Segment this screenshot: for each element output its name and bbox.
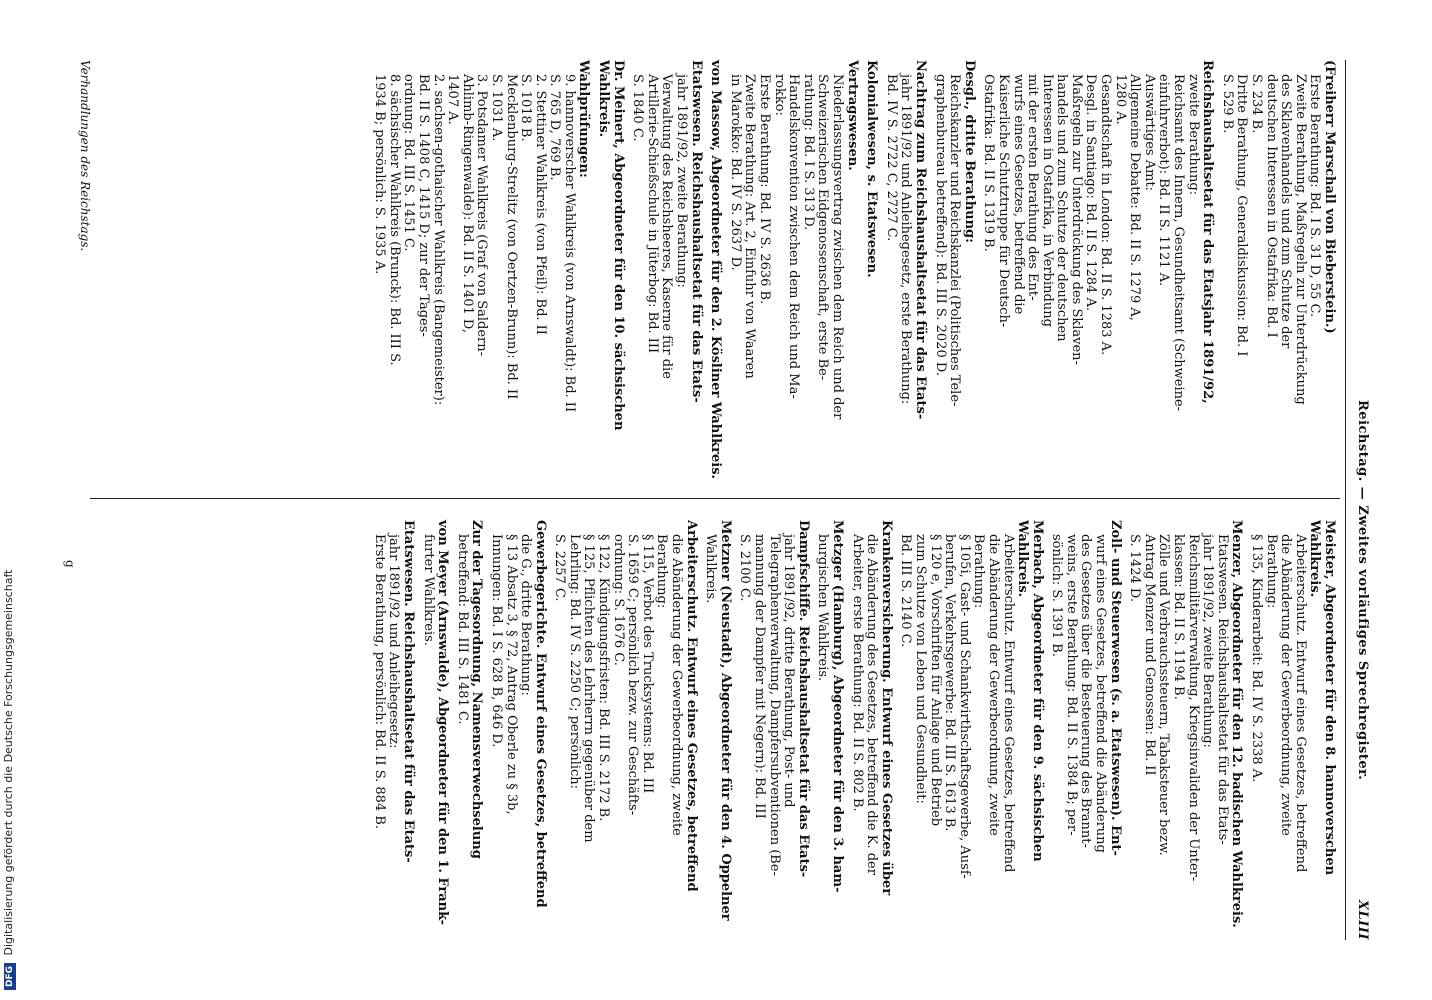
- entry-line: wurf eines Gesetzes, betreffend die Abänderung: [1093, 534, 1109, 853]
- entry-line: Antrag Menzer und Genossen: Bd. II: [1141, 534, 1157, 776]
- register-entry: [864, 60, 879, 480]
- entry-heading: Vertragswesen.: [844, 60, 860, 171]
- entry-line: § 120 e, Vorschriften für Anlage und Betrieb: [927, 534, 943, 827]
- entry-line: Berathung:: [1263, 534, 1279, 609]
- entry-line: jahr 1891/92, dritte Berathung, Post- und: [781, 534, 797, 808]
- register-entry: [371, 520, 415, 940]
- entry-line: Handelskonvention zwischen dem Reich und Ma-: [786, 74, 802, 399]
- entry-line: Mecklenburg-Strelitz (von Oertzen-Brunn): Bd. II: [503, 74, 519, 400]
- entry-line: § 115, Verbot des Trucksystems: Bd. III: [639, 534, 655, 794]
- entry-line: klassen: Bd. II S. 1194 B.: [1171, 534, 1187, 700]
- entry-line: einfuhrverbot): Bd. II S. 1121 A.: [1156, 74, 1172, 287]
- entry-line: Kaiserliche Schutztruppe für Deutsch-: [995, 74, 1011, 328]
- register-entry: [737, 520, 810, 940]
- entry-line: S. 1031 A.: [488, 74, 504, 142]
- entry-line: Zweite Berathung, Maßregeln zur Unterdrückung: [1292, 74, 1308, 405]
- entry-line: § 105i, Gast- und Schankwirthschaftsgewerbe, Ausf-: [956, 534, 972, 879]
- register-entry: [372, 60, 591, 480]
- register-entry: [815, 520, 844, 940]
- signature-mark: g: [63, 560, 77, 568]
- entry-line: berufen, Verkehrsgewerbe: Bd. III S. 1613 B.: [942, 534, 958, 832]
- entry-heading: Etatswesen. Reichshaushaltsetat für das Etats-: [688, 60, 704, 403]
- entry-line: des Sklavenhandels und zum Schutze der: [1278, 74, 1294, 349]
- entry-line: Innungen: Bd. I S. 628 B, 646 D.: [488, 534, 504, 748]
- entry-line: in Marokko: Bd. IV S. 2637 D.: [727, 74, 743, 271]
- entry-line: Artillerie-Schießschule in Jüterbog: Bd. III: [644, 74, 660, 354]
- entry-heading: von Massow, Abgeordneter für den 2. Kösliner Wahlkreis.: [708, 60, 724, 480]
- entry-line: 1934 B; persönlich: S. 1935 A.: [372, 74, 388, 275]
- entry-heading: Metzner (Neustadt), Abgeordneter für den 4. Oppelner: [717, 520, 733, 921]
- register-entry: [849, 520, 893, 940]
- entry-line: 2. sachsen-gothaischer Wahlkreis (Bangemeister):: [430, 74, 446, 406]
- register-entry: [420, 520, 449, 940]
- entry-line: Bd. IV S. 2722 C, 2727 C.: [883, 74, 899, 242]
- entry-heading: Etatswesen. Reichshaushaltsetat für das Etats-: [400, 520, 416, 863]
- entry-line: Lehrling: Bd. IV S. 2250 C; persönlich:: [566, 534, 582, 790]
- entry-line: Ahlimb-Ringenwalde): Bd. II S. 1401 D,: [459, 74, 475, 334]
- entry-heading: Merbach, Abgeordneter für den 9. sächsischen Wahlkreis.: [1015, 520, 1045, 862]
- register-entry: [488, 520, 546, 940]
- register-entry: [1127, 520, 1244, 940]
- entry-heading: Zoll- und Steuerwesen (s. a. Etatswesen). Ent-: [1107, 520, 1123, 856]
- entry-line: Arbeiter, erste Berathung: Bd. II S. 802 B.: [849, 534, 865, 812]
- entry-line: die Abänderung der Gewerbeordnung, zweite: [669, 534, 685, 836]
- entry-line: Telegraphenverwaltung, Dampfersubventionen (Be-: [766, 534, 782, 876]
- entry-heading: Desgl., dritte Berathung:: [961, 60, 977, 243]
- register-entry: [552, 520, 698, 940]
- entry-line: jahr 1891/92 und Anleihegesetz, erste Berathung:: [898, 74, 914, 405]
- entry-line: Berathung:: [654, 534, 670, 609]
- entry-heading: Kolonialwesen, s. Etatswesen.: [864, 60, 880, 278]
- entry-line: jahr 1891/92, zweite Berathung:: [674, 74, 690, 288]
- entry-line: S. 2100 C.: [737, 534, 753, 602]
- column-divider: [90, 498, 1340, 499]
- page-header: [1348, 60, 1370, 940]
- entry-line: Interessen in Ostafrika, in Verbindung: [1039, 74, 1055, 327]
- entry-line: des Gesetzes über die Besteuerung des Brannt-: [1078, 534, 1094, 848]
- credit-text: Digitalisierung gefördert durch die Deutsche Forschungsgemeinschaft: [2, 569, 15, 956]
- entry-line: 2. Stettiner Wahlkreis (von Pfeil): Bd. II: [532, 74, 548, 335]
- left-column: [367, 60, 1336, 480]
- entry-line: zum Schutze von Leben und Gesundheit:: [912, 534, 928, 804]
- entry-heading: Meister, Abgeordneter für den 8. hannoverschen Wahlkreis.: [1307, 520, 1337, 876]
- dfg-logo: DFG: [4, 963, 16, 990]
- entry-line: Erste Berathung, persönlich: Bd. II S. 884 B.: [371, 534, 387, 830]
- right-column: [366, 520, 1336, 940]
- header-rule: [1345, 60, 1346, 940]
- entry-line: Berathung:: [971, 534, 987, 609]
- entry-line: Etatswesen. Reichshaushaltsetat für das Etats-: [1214, 534, 1230, 845]
- entry-line: 9. hannoverscher Wahlkreis (von Arnswaldt): Bd. II: [561, 74, 577, 413]
- entry-line: S. 1018 B.: [518, 74, 534, 142]
- entry-heading: Dampfschiffe. Reichshaushaltsetat für das Etats-: [795, 520, 811, 878]
- register-entry: [703, 520, 732, 940]
- entry-line: Zweite Berathung: Art. 2, Einfuhr von Waaren: [742, 74, 758, 379]
- page-number: XLIII: [1355, 900, 1370, 940]
- entry-heading: Menzer, Abgeordneter für den 12. badischen Wahlkreis.: [1229, 520, 1245, 928]
- entry-line: Zölle und Verbrauchssteuern, Tabaksteuer bezw.: [1156, 534, 1172, 856]
- entry-line: Arbeiterschutz. Entwurf eines Gesetzes, betreffend: [1292, 534, 1308, 873]
- entry-line: S. 234 B.: [1249, 74, 1265, 134]
- entry-heading: Metzger (Hamburg), Abgeordneter für den 3. ham-: [830, 520, 845, 893]
- entry-line: S. 1424 D.: [1127, 534, 1143, 603]
- entry-line: 1407 A.: [445, 74, 461, 125]
- entry-line: Desgl. in Santiago: Bd. II S. 1284 A.: [1083, 74, 1099, 312]
- entry-line: Maßregeln zur Unterdrückung des Sklaven-: [1068, 74, 1084, 365]
- register-entry: [1248, 520, 1336, 940]
- entry-line: § 135, Kinderarbeit: Bd. IV S. 2338 A.: [1249, 534, 1265, 783]
- entry-line: sönlich: S. 1391 B.: [1049, 534, 1065, 657]
- entry-line: deutschen Interessen in Ostafrika: Bd. I: [1263, 74, 1279, 338]
- entry-line: die Abänderung der Gewerbeordnung, zweite: [985, 534, 1001, 836]
- entry-line: S. 1840 C.: [630, 74, 646, 142]
- entry-line: betreffend: Bd. III S. 1481 C.: [454, 534, 470, 725]
- entry-line: Gesandtschaft in London: Bd. II S. 1283 A.: [1098, 74, 1114, 356]
- register-entry: [981, 60, 1215, 480]
- entry-line: jahr 1891/92 und Anleihegesetz:: [386, 534, 402, 749]
- entry-line: Reichsamt des Innern, Gesundheitsamt (Schweine-: [1171, 74, 1187, 412]
- entry-line: ordnung: S. 1676 C.: [610, 534, 626, 666]
- entry-line: rathung: Bd. I S. 313 D.: [800, 74, 816, 231]
- entry-line: Wahlkreis.: [703, 534, 719, 604]
- register-entry: [727, 60, 858, 480]
- entry-line: Bd. III S. 2140 C.: [898, 534, 914, 648]
- entry-line: Erste Berathung: Bd. I S. 31 D, 55 C.: [1307, 74, 1323, 318]
- entry-line: jahr 1891/92, zweite Berathung:: [1200, 534, 1216, 748]
- entry-line: Bd. II S. 1408 C, 1415 D; zur der Tages-: [415, 74, 431, 337]
- entry-heading: Wahlprüfungen:: [576, 60, 592, 178]
- register-entry: [898, 520, 1044, 940]
- entry-heading: Reichshaushaltsetat für das Etatsjahr 1891/92,: [1200, 60, 1216, 404]
- entry-heading: Gewerbegerichte. Entwurf eines Gesetzes, betreffend: [532, 520, 548, 908]
- entry-line: § 122, Kündigungsfristen: Bd. III S. 2172 B.: [596, 534, 612, 822]
- entry-line: Reichskanzler und Reichskanzlei (Politisches Tele-: [947, 74, 963, 407]
- entry-line: Reichsmilitärverwaltung, Kriegsinvaliden der Unter-: [1185, 534, 1201, 882]
- entry-line: Arbeiterschutz. Entwurf eines Gesetzes, betreffend: [1000, 534, 1016, 873]
- entry-line: Niederlassungsvertrag zwischen dem Reich und der: [830, 74, 845, 420]
- register-entry: [883, 60, 927, 480]
- entry-line: ordnung: Bd. III S. 1451 C.: [401, 74, 417, 252]
- digitization-credit: [2, 0, 22, 990]
- entry-line: mit der ersten Berathung des Ent-: [1025, 74, 1041, 301]
- entry-line: die Abänderung des Gesetzes, betreffend die K. der: [864, 534, 880, 875]
- entry-heading: Krankenversicherung. Entwurf eines Gesetzes über: [878, 520, 894, 896]
- register-entry: [596, 60, 625, 480]
- entry-line: weins, erste Berathung: Bd. II S. 1384 B; per-: [1063, 534, 1079, 836]
- register-entry: [932, 60, 976, 480]
- entry-line: Auswärtiges Amt:: [1141, 74, 1157, 192]
- entry-line: burgischen Wahlkreis.: [815, 534, 831, 682]
- entry-line: S. 765 D, 769 B.: [547, 74, 563, 181]
- entry-line: furter Wahlkreis.: [420, 534, 436, 646]
- entry-heading: Zur der Tagesordnung, Namensverwechselung: [469, 520, 485, 859]
- entry-line: S. 1659 C; persönlich bezw. zur Geschäfts-: [625, 534, 641, 816]
- entry-line: die G., dritte Berathung:: [518, 534, 534, 696]
- register-entry: [630, 60, 703, 480]
- register-entry: [1219, 60, 1336, 480]
- entry-line: S. 2257 C.: [552, 534, 568, 602]
- entry-line: § 13 Absatz 3, § 72, Antrag Oberle zu § 3b,: [503, 534, 519, 815]
- register-entry: [1049, 520, 1122, 940]
- entry-heading: Dr. Meinert, Abgeordneter für den 10. sächsischen Wahlkreis.: [596, 60, 626, 431]
- entry-line: Ostafrika: Bd. II S. 1319 B.: [981, 74, 997, 252]
- entry-line: 1280 A.: [1112, 74, 1128, 125]
- entry-line: S. 529 B.: [1219, 74, 1235, 134]
- running-title: Reichstag. — Zweites vorläufiges Sprechregister.: [1355, 400, 1370, 781]
- entry-line: zweite Berathung:: [1185, 74, 1201, 196]
- entry-heading: (Freiherr Marschall von Bieberstein.): [1322, 60, 1337, 334]
- entry-line: Allgemeine Debatte: Bd. II S. 1279 A,: [1127, 74, 1143, 321]
- entry-line: Verwaltung des Reichsheeres, Kaserne für die: [659, 74, 675, 379]
- entry-heading: Arbeiterschutz. Entwurf eines Gesetzes, betreffend: [683, 520, 699, 892]
- register-entry: [454, 520, 483, 940]
- entry-line: die Abänderung der Gewerbeordnung, zweite: [1278, 534, 1294, 836]
- entry-line: 3. Potsdamer Wahlkreis (Graf von Saldern-: [474, 74, 490, 357]
- entry-line: handels und zum Schutze der deutschen: [1054, 74, 1070, 342]
- entry-line: Schweizerischen Eidgenossenschaft, erste Be-: [815, 74, 831, 381]
- footer-signature: Verhandlungen des Reichstags.: [78, 60, 92, 252]
- entry-line: 8. sächsischer Wahlkreis (Brunck): Bd. III S.: [386, 74, 402, 366]
- entry-line: § 125, Pflichten des Lehrherrn gegenüber dem: [581, 534, 597, 843]
- entry-line: Dritte Berathung, Generaldiskussion: Bd. I: [1234, 74, 1250, 357]
- register-entry: [708, 60, 723, 480]
- entry-line: graphenbureau betreffend): Bd. III S. 2020 D.: [932, 74, 948, 376]
- entry-line: mannung der Dampfer mit Negern): Bd. III: [752, 534, 768, 819]
- entry-line: rokko:: [771, 74, 787, 117]
- entry-line: Erste Berathung: Bd. IV S. 2636 B.: [757, 74, 773, 305]
- entry-heading: von Meyer (Arnswalde), Abgeordneter für den 1. Frank-: [435, 520, 451, 926]
- entry-line: wurfs eines Gesetzes, betreffend die: [1010, 74, 1026, 315]
- entry-heading: Nachtrag zum Reichshaushaltsetat für das Etats-: [912, 60, 928, 420]
